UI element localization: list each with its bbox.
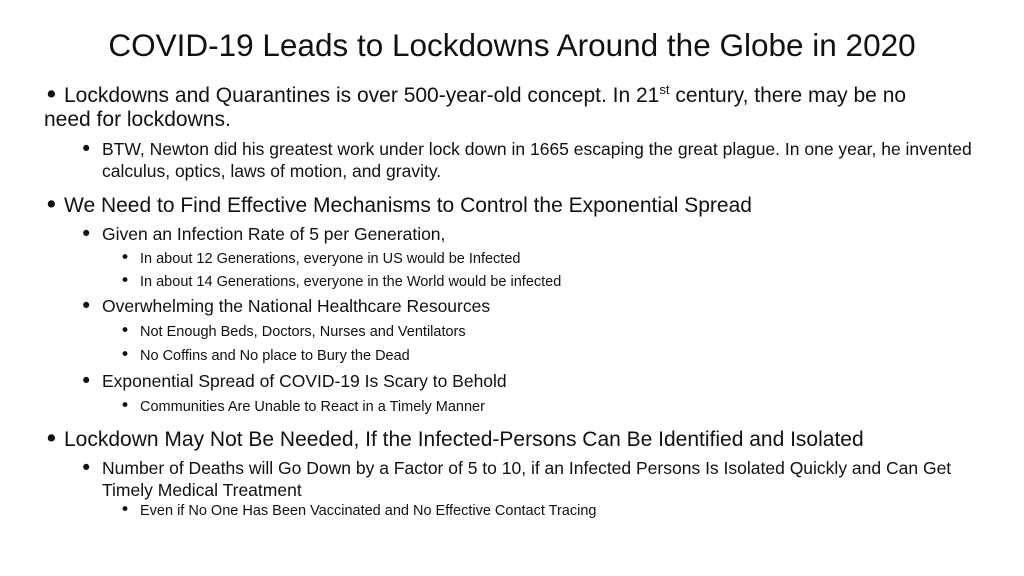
bullet-icon: • [80,369,93,393]
bullet-text-part: century, there may be no need for lockdowns. [44,84,907,131]
bullet-text: Communities Are Unable to React in a Timely Manner [140,399,485,415]
bullet-icon: • [44,190,59,219]
bullet-icon: • [120,396,131,416]
slide-title: COVID-19 Leads to Lockdowns Around the Globe in 2020 [108,27,916,63]
bullet-item-not-enough-beds [120,323,980,341]
bullet-icon: • [80,222,93,246]
bullet-icon: • [120,345,131,365]
bullet-icon: • [120,248,131,268]
bullet-icon: • [120,500,131,520]
bullet-text [44,80,974,132]
bullet-item-effective-mechanisms [44,190,974,219]
bullet-icon: • [44,424,59,453]
bullet-item-us-infected [120,250,980,268]
bullet-item-infection-rate [80,224,980,246]
bullet-text: BTW, Newton did his greatest work under lock down in 1665 escaping the great plague. In one year, he invented calculus, optics, laws of motion, and gravity. [102,139,972,181]
bullet-item-communities [120,398,980,416]
bullet-icon: • [120,321,131,341]
bullet-text: Even if No One Has Been Vaccinated and No Effective Contact Tracing [140,503,597,519]
bullet-item-world-infected [120,273,980,291]
ordinal-superscript: st [659,82,670,98]
bullet-text: Overwhelming the National Healthcare Resources [102,296,491,316]
bullet-icon: • [120,271,131,291]
bullet-icon: • [44,80,59,109]
bullet-item-exponential-spread [80,371,980,393]
bullet-text: No Coffins and No place to Bury the Dead [140,348,410,364]
bullet-item-no-vaccine [120,502,980,520]
bullet-icon: • [80,456,93,480]
bullet-item-lockdowns-concept [44,80,974,132]
bullet-item-newton [80,139,980,182]
bullet-text: Not Enough Beds, Doctors, Nurses and Ventilators [140,324,466,340]
bullet-text: Exponential Spread of COVID-19 Is Scary to Behold [102,371,507,391]
bullet-text: Number of Deaths will Go Down by a Factor of 5 to 10, if an Infected Persons Is Isolated Quickly and Can Get Timely Medical Treatment [102,458,952,500]
bullet-text: In about 14 Generations, everyone in the World would be infected [140,274,562,290]
bullet-item-number-of-deaths [80,458,980,501]
bullet-text: We Need to Find Effective Mechanisms to Control the Exponential Spread [64,194,752,217]
bullet-icon: • [80,294,93,318]
bullet-text: Lockdown May Not Be Needed, If the Infected-Persons Can Be Identified and Isolated [64,428,864,451]
bullet-item-healthcare-resources [80,296,980,318]
bullet-text: Given an Infection Rate of 5 per Generation, [102,224,446,244]
bullet-text-part: Lockdowns and Quarantines is over 500-year-old concept. In 21 [64,84,660,107]
bullet-item-no-coffins [120,347,980,365]
bullet-text: In about 12 Generations, everyone in US would be Infected [140,251,521,267]
bullet-item-lockdown-not-needed [44,424,1004,453]
bullet-icon: • [80,137,93,161]
